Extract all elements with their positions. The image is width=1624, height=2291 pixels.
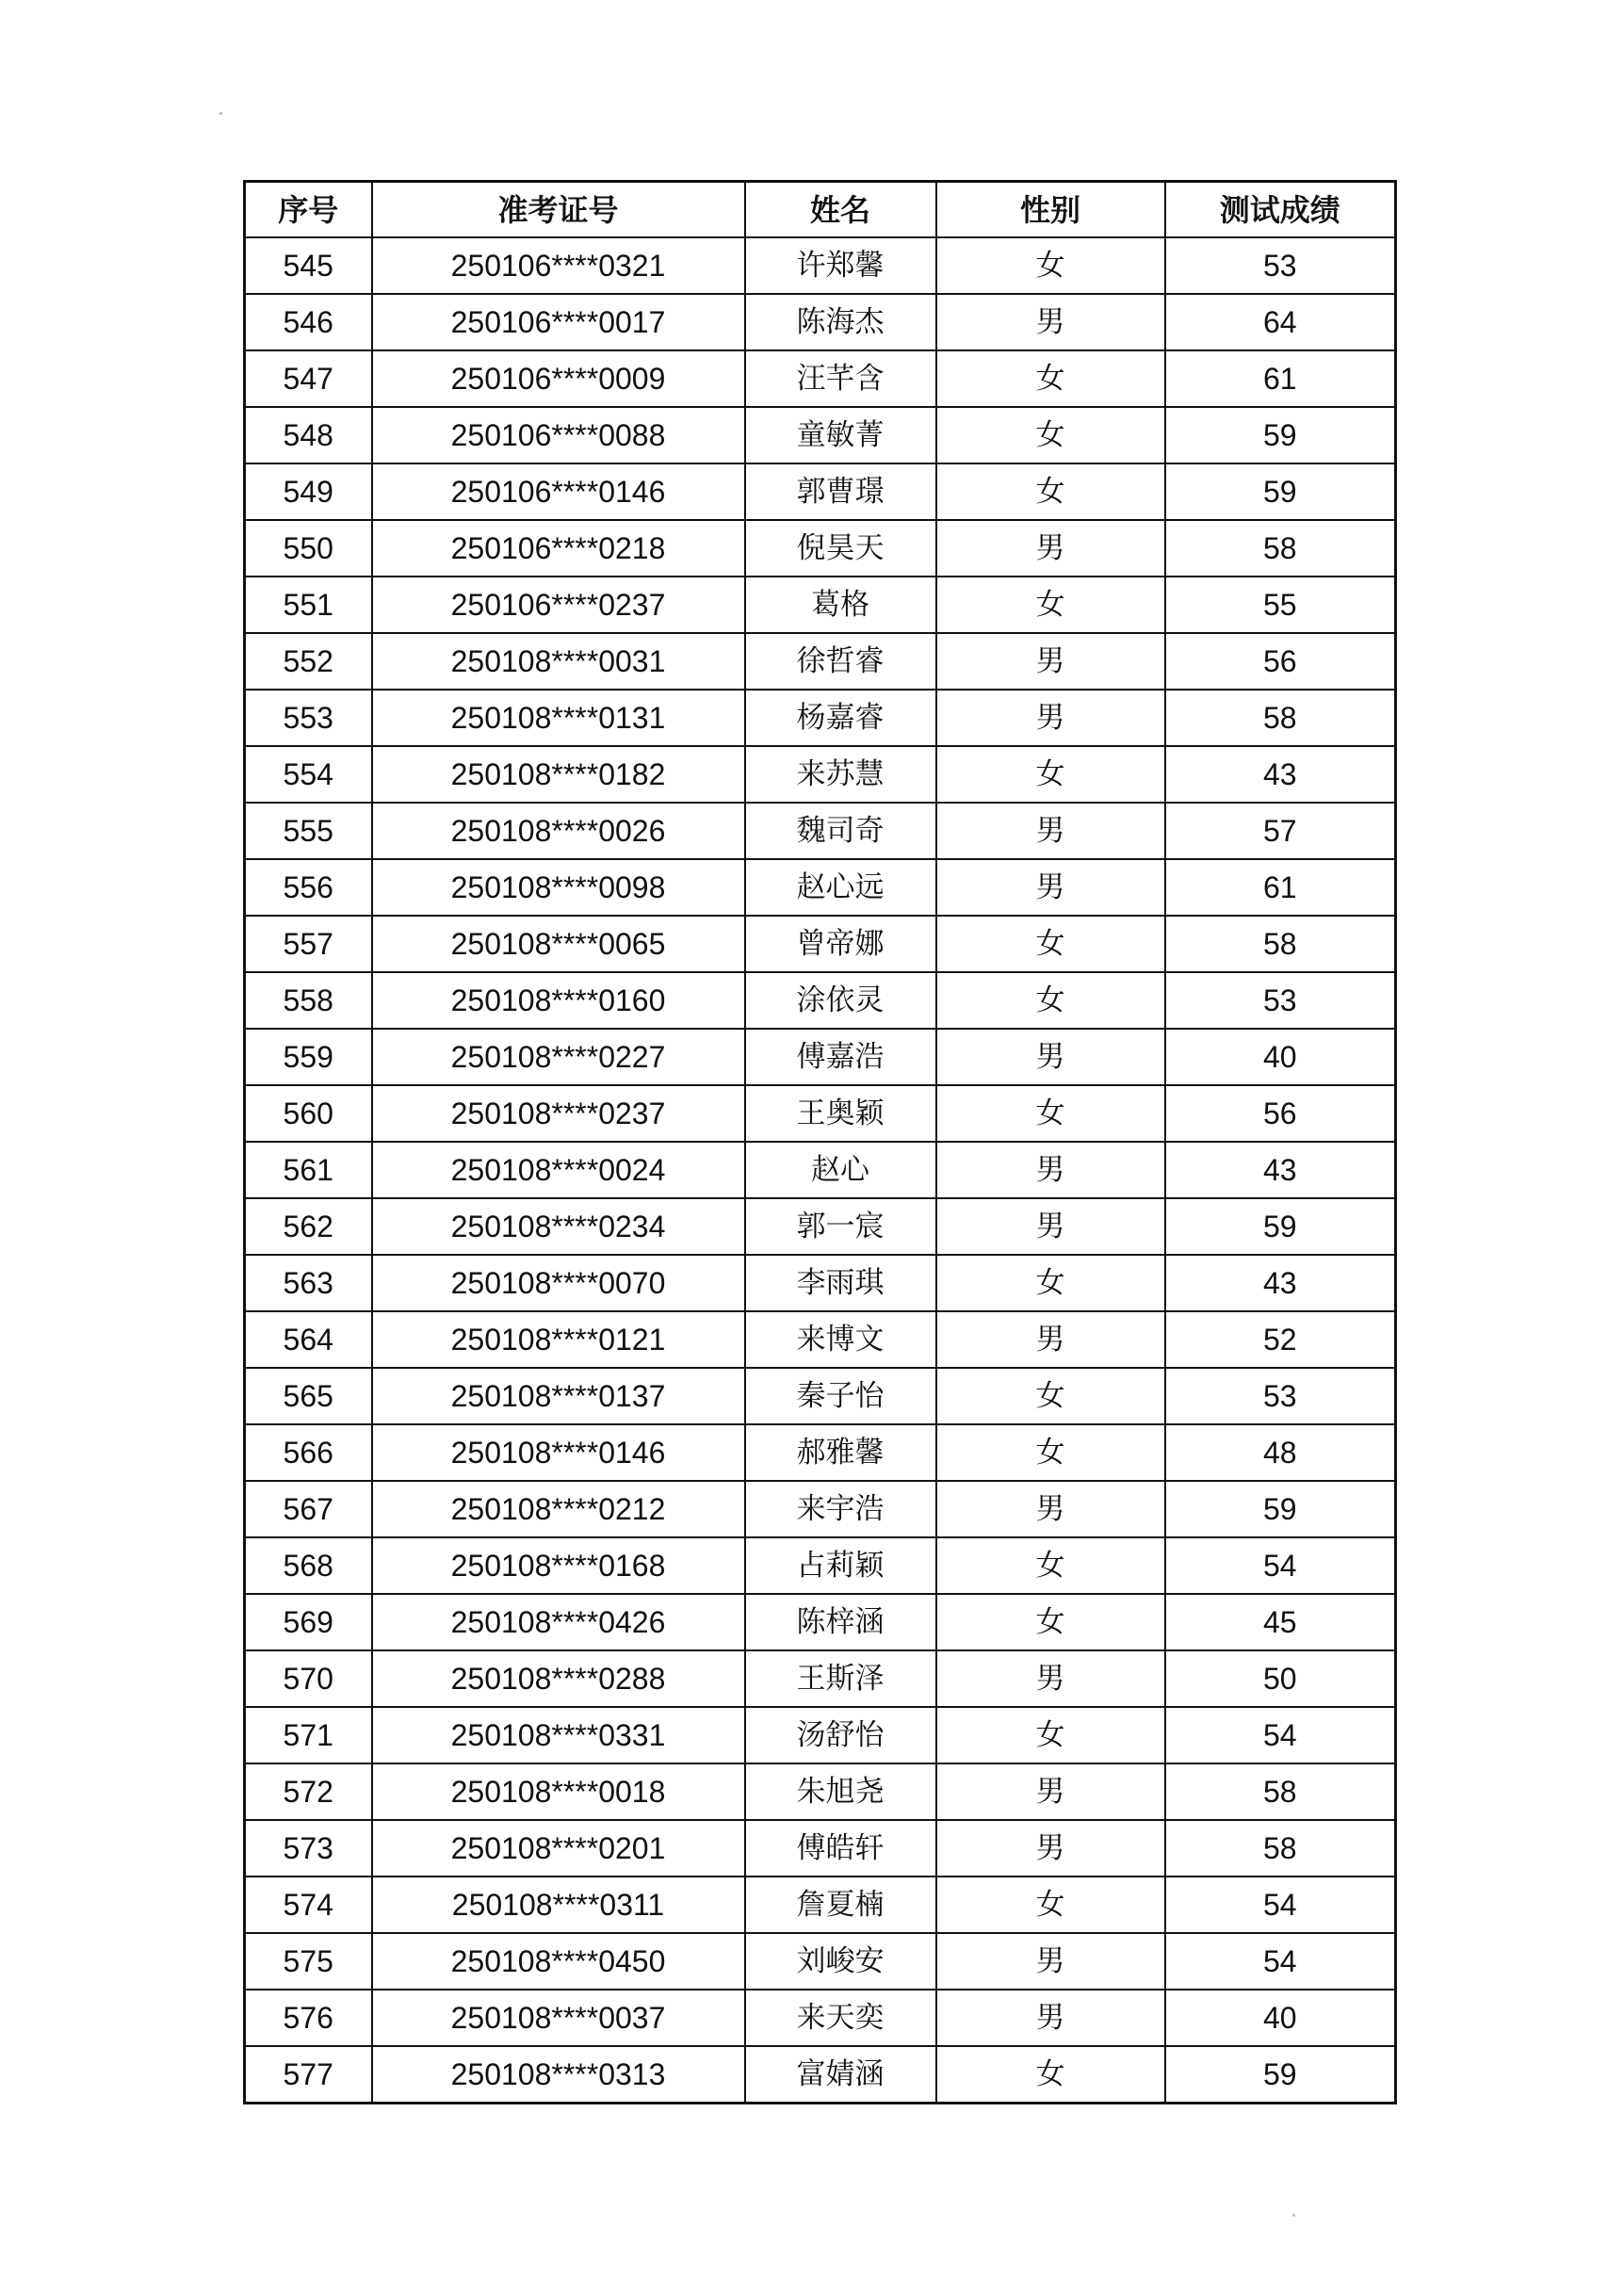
cell-admission-ticket-number: 250108****0426 xyxy=(372,1594,745,1650)
table-row xyxy=(245,746,1396,803)
table-row xyxy=(245,1311,1396,1368)
table-row xyxy=(245,2046,1396,2104)
cell-name: 汤舒怡 xyxy=(745,1707,936,1763)
cell-serial-number: 547 xyxy=(245,350,372,407)
table-row xyxy=(245,1085,1396,1142)
table-row xyxy=(245,1198,1396,1255)
cell-admission-ticket-number: 250106****0146 xyxy=(372,463,745,520)
cell-test-score: 53 xyxy=(1165,972,1396,1029)
cell-serial-number: 564 xyxy=(245,1311,372,1368)
cell-gender: 女 xyxy=(936,407,1165,463)
cell-name: 来博文 xyxy=(745,1311,936,1368)
table-row xyxy=(245,350,1396,407)
cell-gender: 女 xyxy=(936,2046,1165,2104)
cell-serial-number: 569 xyxy=(245,1594,372,1650)
cell-admission-ticket-number: 250108****0331 xyxy=(372,1707,745,1763)
cell-gender: 男 xyxy=(936,1198,1165,1255)
cell-serial-number: 575 xyxy=(245,1933,372,1990)
cell-serial-number: 561 xyxy=(245,1142,372,1198)
cell-serial-number: 562 xyxy=(245,1198,372,1255)
table-row xyxy=(245,1990,1396,2046)
cell-admission-ticket-number: 250108****0311 xyxy=(372,1877,745,1933)
cell-admission-ticket-number: 250108****0018 xyxy=(372,1763,745,1820)
cell-serial-number: 550 xyxy=(245,520,372,577)
cell-admission-ticket-number: 250108****0026 xyxy=(372,803,745,859)
cell-admission-ticket-number: 250108****0313 xyxy=(372,2046,745,2104)
cell-gender: 男 xyxy=(936,1933,1165,1990)
cell-name: 富婧涵 xyxy=(745,2046,936,2104)
cell-serial-number: 576 xyxy=(245,1990,372,2046)
cell-serial-number: 559 xyxy=(245,1029,372,1085)
cell-name: 赵心远 xyxy=(745,859,936,916)
cell-serial-number: 560 xyxy=(245,1085,372,1142)
cell-serial-number: 566 xyxy=(245,1424,372,1481)
cell-gender: 女 xyxy=(936,1707,1165,1763)
cell-name: 郭曹璟 xyxy=(745,463,936,520)
cell-admission-ticket-number: 250108****0070 xyxy=(372,1255,745,1311)
table-row xyxy=(245,1481,1396,1537)
cell-name: 童敏菁 xyxy=(745,407,936,463)
cell-serial-number: 545 xyxy=(245,237,372,294)
cell-admission-ticket-number: 250106****0088 xyxy=(372,407,745,463)
header-name: 姓名 xyxy=(745,182,936,238)
cell-test-score: 56 xyxy=(1165,1085,1396,1142)
cell-gender: 女 xyxy=(936,972,1165,1029)
cell-admission-ticket-number: 250108****0131 xyxy=(372,690,745,746)
table-row xyxy=(245,577,1396,633)
cell-admission-ticket-number: 250108****0234 xyxy=(372,1198,745,1255)
cell-gender: 男 xyxy=(936,633,1165,690)
cell-serial-number: 570 xyxy=(245,1650,372,1707)
table-body xyxy=(245,237,1396,2104)
cell-gender: 男 xyxy=(936,1481,1165,1537)
table-row xyxy=(245,1142,1396,1198)
cell-test-score: 48 xyxy=(1165,1424,1396,1481)
cell-name: 陈梓涵 xyxy=(745,1594,936,1650)
cell-name: 来苏慧 xyxy=(745,746,936,803)
cell-name: 来天奕 xyxy=(745,1990,936,2046)
cell-test-score: 54 xyxy=(1165,1707,1396,1763)
cell-serial-number: 556 xyxy=(245,859,372,916)
table-row xyxy=(245,1820,1396,1877)
cell-test-score: 54 xyxy=(1165,1933,1396,1990)
table-row xyxy=(245,916,1396,972)
table-row xyxy=(245,1029,1396,1085)
header-test-score: 测试成绩 xyxy=(1165,182,1396,238)
cell-test-score: 59 xyxy=(1165,463,1396,520)
cell-gender: 女 xyxy=(936,463,1165,520)
cell-admission-ticket-number: 250108****0237 xyxy=(372,1085,745,1142)
table-row xyxy=(245,1424,1396,1481)
table-row xyxy=(245,237,1396,294)
cell-serial-number: 552 xyxy=(245,633,372,690)
cell-gender: 男 xyxy=(936,520,1165,577)
cell-gender: 男 xyxy=(936,803,1165,859)
cell-admission-ticket-number: 250108****0098 xyxy=(372,859,745,916)
cell-name: 赵心 xyxy=(745,1142,936,1198)
cell-test-score: 55 xyxy=(1165,577,1396,633)
cell-admission-ticket-number: 250108****0201 xyxy=(372,1820,745,1877)
scan-speck xyxy=(219,112,222,115)
cell-admission-ticket-number: 250108****0121 xyxy=(372,1311,745,1368)
cell-gender: 女 xyxy=(936,1594,1165,1650)
cell-admission-ticket-number: 250106****0218 xyxy=(372,520,745,577)
cell-name: 杨嘉睿 xyxy=(745,690,936,746)
table-row xyxy=(245,407,1396,463)
table-row xyxy=(245,1650,1396,1707)
cell-admission-ticket-number: 250108****0146 xyxy=(372,1424,745,1481)
cell-gender: 男 xyxy=(936,1029,1165,1085)
cell-admission-ticket-number: 250106****0017 xyxy=(372,294,745,350)
cell-test-score: 58 xyxy=(1165,690,1396,746)
cell-test-score: 45 xyxy=(1165,1594,1396,1650)
cell-gender: 女 xyxy=(936,1424,1165,1481)
cell-name: 秦子怡 xyxy=(745,1368,936,1424)
cell-gender: 男 xyxy=(936,1142,1165,1198)
cell-serial-number: 558 xyxy=(245,972,372,1029)
header-admission-ticket-number: 准考证号 xyxy=(372,182,745,238)
cell-admission-ticket-number: 250108****0137 xyxy=(372,1368,745,1424)
table-row xyxy=(245,633,1396,690)
table-row xyxy=(245,463,1396,520)
cell-name: 许郑馨 xyxy=(745,237,936,294)
cell-name: 刘峻安 xyxy=(745,1933,936,1990)
cell-name: 占莉颖 xyxy=(745,1537,936,1594)
cell-admission-ticket-number: 250108****0182 xyxy=(372,746,745,803)
table-row xyxy=(245,1763,1396,1820)
cell-test-score: 54 xyxy=(1165,1877,1396,1933)
cell-test-score: 50 xyxy=(1165,1650,1396,1707)
cell-test-score: 59 xyxy=(1165,2046,1396,2104)
table-row xyxy=(245,1594,1396,1650)
cell-admission-ticket-number: 250108****0031 xyxy=(372,633,745,690)
cell-serial-number: 563 xyxy=(245,1255,372,1311)
table-row xyxy=(245,859,1396,916)
table-row xyxy=(245,1933,1396,1990)
cell-serial-number: 571 xyxy=(245,1707,372,1763)
cell-gender: 男 xyxy=(936,1820,1165,1877)
cell-gender: 男 xyxy=(936,294,1165,350)
cell-serial-number: 546 xyxy=(245,294,372,350)
cell-admission-ticket-number: 250108****0024 xyxy=(372,1142,745,1198)
scan-speck xyxy=(1292,2214,1295,2217)
cell-gender: 男 xyxy=(936,1763,1165,1820)
cell-gender: 女 xyxy=(936,746,1165,803)
cell-gender: 女 xyxy=(936,1877,1165,1933)
score-table xyxy=(243,180,1397,2104)
cell-test-score: 43 xyxy=(1165,1255,1396,1311)
cell-serial-number: 573 xyxy=(245,1820,372,1877)
cell-serial-number: 548 xyxy=(245,407,372,463)
cell-serial-number: 572 xyxy=(245,1763,372,1820)
table-row xyxy=(245,690,1396,746)
cell-gender: 女 xyxy=(936,1368,1165,1424)
cell-test-score: 61 xyxy=(1165,350,1396,407)
cell-gender: 女 xyxy=(936,916,1165,972)
cell-serial-number: 577 xyxy=(245,2046,372,2104)
cell-test-score: 58 xyxy=(1165,1763,1396,1820)
cell-test-score: 57 xyxy=(1165,803,1396,859)
cell-test-score: 40 xyxy=(1165,1990,1396,2046)
cell-name: 徐哲睿 xyxy=(745,633,936,690)
cell-test-score: 58 xyxy=(1165,1820,1396,1877)
cell-name: 汪芊含 xyxy=(745,350,936,407)
cell-serial-number: 565 xyxy=(245,1368,372,1424)
cell-admission-ticket-number: 250108****0450 xyxy=(372,1933,745,1990)
cell-admission-ticket-number: 250108****0227 xyxy=(372,1029,745,1085)
cell-test-score: 59 xyxy=(1165,407,1396,463)
cell-test-score: 43 xyxy=(1165,1142,1396,1198)
cell-name: 王奥颖 xyxy=(745,1085,936,1142)
cell-gender: 男 xyxy=(936,1311,1165,1368)
cell-test-score: 61 xyxy=(1165,859,1396,916)
cell-name: 魏司奇 xyxy=(745,803,936,859)
cell-test-score: 64 xyxy=(1165,294,1396,350)
cell-gender: 女 xyxy=(936,237,1165,294)
table-row xyxy=(245,294,1396,350)
cell-name: 曾帝娜 xyxy=(745,916,936,972)
cell-test-score: 59 xyxy=(1165,1198,1396,1255)
table-row xyxy=(245,803,1396,859)
cell-test-score: 40 xyxy=(1165,1029,1396,1085)
cell-serial-number: 568 xyxy=(245,1537,372,1594)
cell-admission-ticket-number: 250108****0037 xyxy=(372,1990,745,2046)
cell-name: 詹夏楠 xyxy=(745,1877,936,1933)
cell-name: 朱旭尧 xyxy=(745,1763,936,1820)
table-header xyxy=(245,182,1396,238)
cell-name: 王斯泽 xyxy=(745,1650,936,1707)
cell-serial-number: 574 xyxy=(245,1877,372,1933)
header-row xyxy=(245,182,1396,238)
cell-test-score: 43 xyxy=(1165,746,1396,803)
cell-serial-number: 567 xyxy=(245,1481,372,1537)
cell-gender: 男 xyxy=(936,859,1165,916)
cell-name: 葛格 xyxy=(745,577,936,633)
cell-admission-ticket-number: 250106****0237 xyxy=(372,577,745,633)
cell-gender: 女 xyxy=(936,577,1165,633)
cell-admission-ticket-number: 250108****0065 xyxy=(372,916,745,972)
cell-test-score: 52 xyxy=(1165,1311,1396,1368)
table-row xyxy=(245,1368,1396,1424)
cell-test-score: 56 xyxy=(1165,633,1396,690)
table-row xyxy=(245,520,1396,577)
table-row xyxy=(245,1877,1396,1933)
cell-gender: 男 xyxy=(936,690,1165,746)
cell-name: 郭一宸 xyxy=(745,1198,936,1255)
cell-admission-ticket-number: 250106****0321 xyxy=(372,237,745,294)
cell-gender: 男 xyxy=(936,1990,1165,2046)
cell-serial-number: 555 xyxy=(245,803,372,859)
cell-gender: 女 xyxy=(936,1537,1165,1594)
header-gender: 性别 xyxy=(936,182,1165,238)
cell-gender: 女 xyxy=(936,350,1165,407)
cell-serial-number: 549 xyxy=(245,463,372,520)
cell-name: 傅嘉浩 xyxy=(745,1029,936,1085)
cell-test-score: 58 xyxy=(1165,916,1396,972)
header-serial-number: 序号 xyxy=(245,182,372,238)
cell-test-score: 53 xyxy=(1165,237,1396,294)
cell-admission-ticket-number: 250108****0288 xyxy=(372,1650,745,1707)
table-row xyxy=(245,1255,1396,1311)
cell-test-score: 53 xyxy=(1165,1368,1396,1424)
cell-name: 郝雅馨 xyxy=(745,1424,936,1481)
table-row xyxy=(245,972,1396,1029)
cell-serial-number: 554 xyxy=(245,746,372,803)
cell-test-score: 54 xyxy=(1165,1537,1396,1594)
cell-serial-number: 557 xyxy=(245,916,372,972)
cell-name: 李雨琪 xyxy=(745,1255,936,1311)
cell-admission-ticket-number: 250106****0009 xyxy=(372,350,745,407)
cell-admission-ticket-number: 250108****0212 xyxy=(372,1481,745,1537)
cell-serial-number: 551 xyxy=(245,577,372,633)
cell-admission-ticket-number: 250108****0168 xyxy=(372,1537,745,1594)
cell-name: 来宇浩 xyxy=(745,1481,936,1537)
table-row xyxy=(245,1707,1396,1763)
table-row xyxy=(245,1537,1396,1594)
cell-test-score: 59 xyxy=(1165,1481,1396,1537)
cell-name: 涂依灵 xyxy=(745,972,936,1029)
cell-test-score: 58 xyxy=(1165,520,1396,577)
cell-name: 陈海杰 xyxy=(745,294,936,350)
cell-gender: 女 xyxy=(936,1085,1165,1142)
cell-serial-number: 553 xyxy=(245,690,372,746)
cell-gender: 男 xyxy=(936,1650,1165,1707)
cell-gender: 女 xyxy=(936,1255,1165,1311)
cell-admission-ticket-number: 250108****0160 xyxy=(372,972,745,1029)
cell-name: 傅皓轩 xyxy=(745,1820,936,1877)
cell-name: 倪昊天 xyxy=(745,520,936,577)
